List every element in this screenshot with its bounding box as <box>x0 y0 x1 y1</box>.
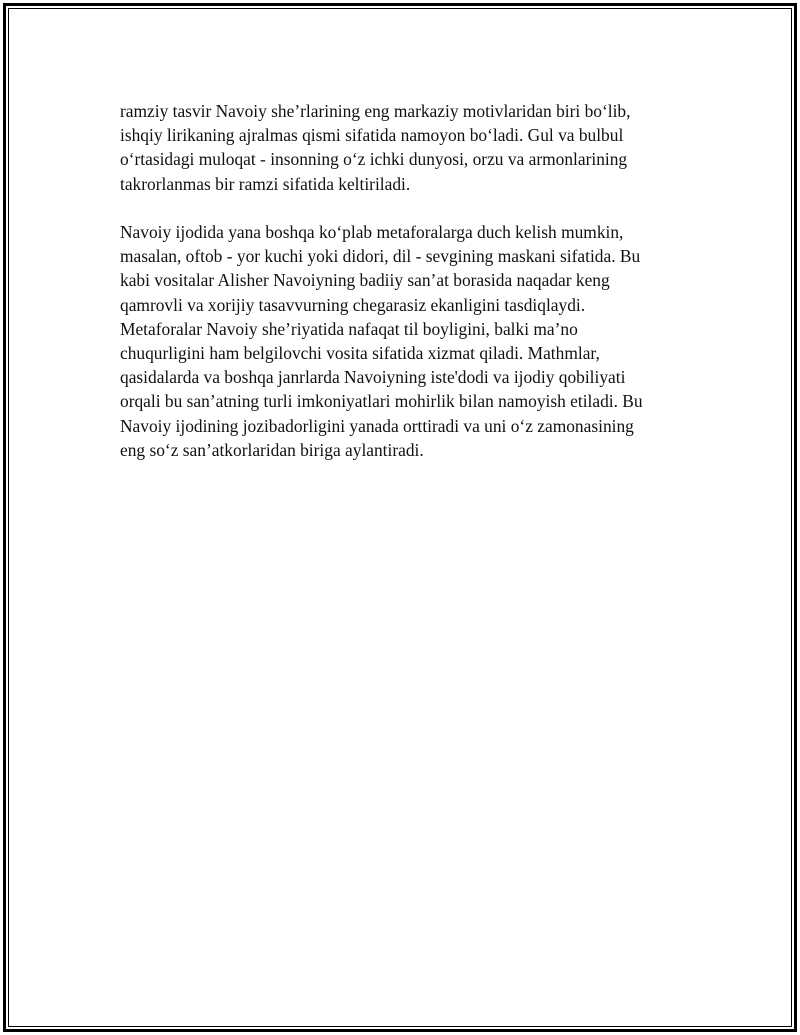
text-line: o‘rtasidagi muloqat - insonning o‘z ichki dunyosi, orzu va armonlarining <box>120 149 628 170</box>
text-line: ramziy tasvir Navoiy she’rlarining eng markaziy motivlaridan biri bo‘lib, <box>120 101 631 121</box>
document-body <box>120 99 680 462</box>
text-line: kabi vositalar Alisher Navoiyning badiiy san’at borasida naqadar keng <box>120 270 610 291</box>
text-line: Navoiy ijodida yana boshqa ko‘plab metaforalarga duch kelish mumkin, <box>120 222 624 242</box>
paragraph-2 <box>120 220 680 462</box>
text-line: eng so‘z san’atkorlaridan biriga aylantiradi. <box>120 439 424 460</box>
text-line: ishqiy lirikaning ajralmas qismi sifatida namoyon bo‘ladi. Gul va bulbul <box>120 125 624 146</box>
paragraph-1 <box>120 99 680 196</box>
page-frame <box>3 3 797 1032</box>
text-line: Metaforalar Navoiy she’riyatida nafaqat til boyligini, balki ma’no <box>120 318 578 339</box>
paragraph-spacer <box>120 196 680 220</box>
text-line: qamrovli va xorijiy tasavvurning chegarasiz ekanligini tasdiqlaydi. <box>120 294 586 315</box>
text-line: masalan, oftob - yor kuchi yoki didori, dil - sevgining maskani sifatida. Bu <box>120 246 641 267</box>
text-line: Navoiy ijodining jozibadorligini yanada orttiradi va uni o‘z zamonasining <box>120 415 634 436</box>
text-line: orqali bu san’atning turli imkoniyatlari mohirlik bilan namoyish etiladi. Bu <box>120 391 643 412</box>
text-line: qasidalarda va boshqa janrlarda Navoiyning iste'dodi va ijodiy qobiliyati <box>120 367 626 388</box>
text-line: takrorlanmas bir ramzi sifatida keltiriladi. <box>120 173 411 194</box>
text-line: chuqurligini ham belgilovchi vosita sifatida xizmat qiladi. Mathmlar, <box>120 343 600 364</box>
